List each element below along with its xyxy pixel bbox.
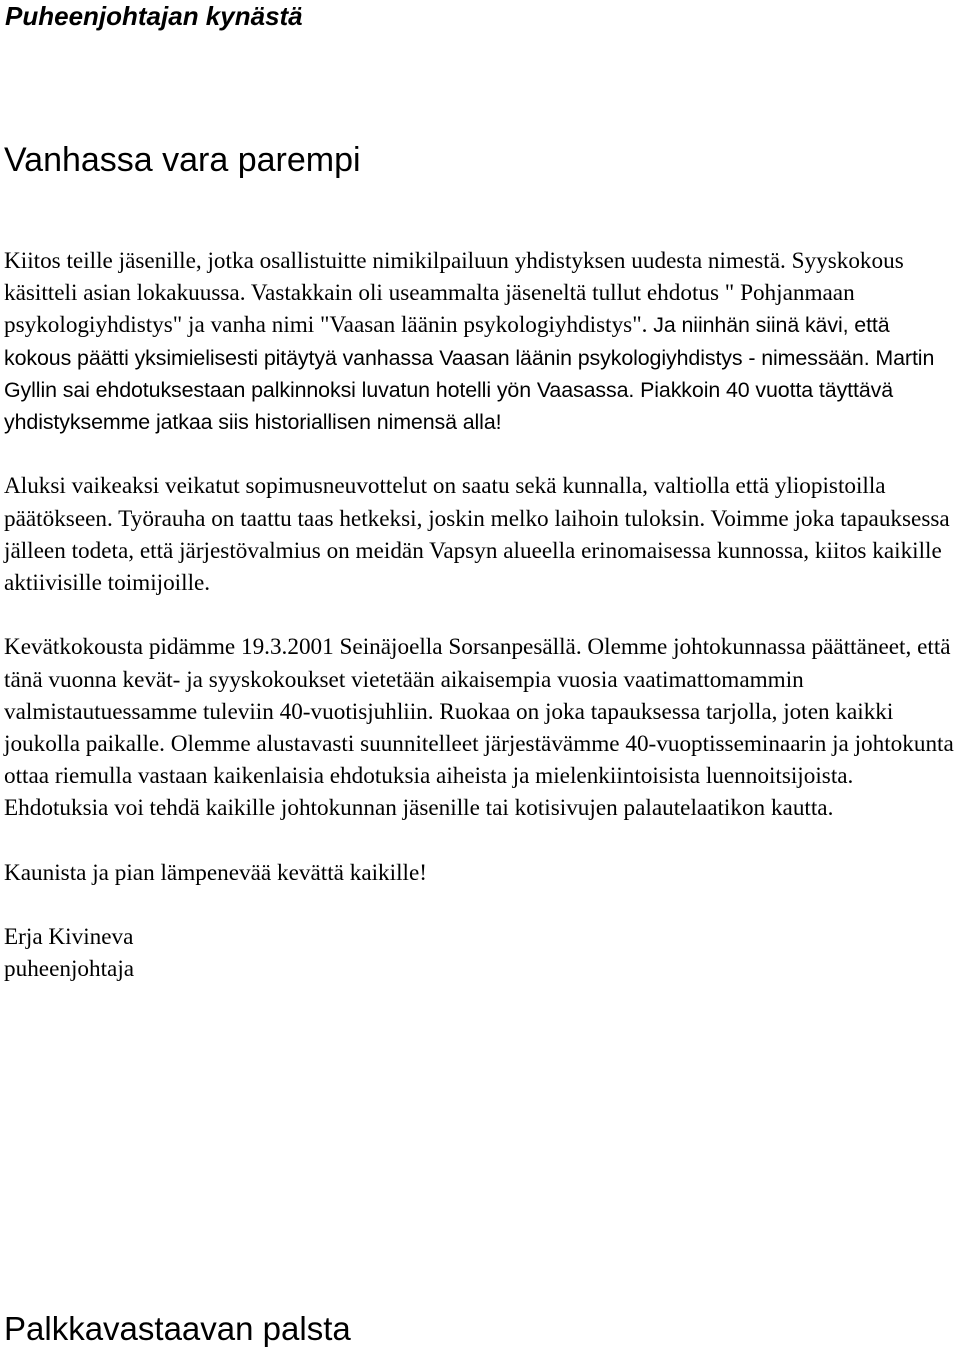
signature-name: Erja Kivineva <box>4 924 134 951</box>
paragraph-greeting: Kaunista ja pian lämpenevää kevättä kaikille! <box>4 859 427 886</box>
paragraph-name-contest-intro: Kiitos teille jäsenille, jotka osallistuitte nimikilpailuun yhdistyksen uudesta nimestä. Syyskokous käsitteli asian lokakuussa. Vastakkain oli useammalta jäseneltä tullut ehdotus " Pohjanmaan psykologiyhdistys" ja vanha nimi "Vaasan läänin psykologiyhdistys". <box>4 248 904 339</box>
signature-role: puheenjohtaja <box>4 956 135 983</box>
paragraph-negotiations: Aluksi vaikeaksi veikatut sopimusneuvottelut on saatu sekä kunnalla, valtiolla että yliopistoilla päätökseen. Työrauha on taattu taas hetkeksi, joskin melko laihoin tuloksin. Voimme joka tapauksessa jälleen todeta, että järjestövalmius on meidän Vapsyn alueella erinomaisessa kunnossa, kiitos kaikille aktiivisille toimijoille. <box>4 473 950 597</box>
paragraph-name-contest <box>4 245 958 438</box>
paragraph-spring-meeting: Kevätkokousta pidämme 19.3.2001 Seinäjoella Sorsanpesällä. Olemme johtokunnassa päättäneet, että tänä vuonna kevät- ja syyskokoukset vietetään aikaisempia vuosia vaatimattomammin valmistautuessamme tuleviin 40-vuotisjuhliin. Ruokaa on joka tapauksessa tarjolla, joten kaikki joukolla paikalle. Olemme alustavasti suunnitelleet järjestävämme 40-vuoptisseminaarin ja johtokunta ottaa riemulla vastaan kaikenlaisia ehdotuksia aiheista ja mielenkiintoisista luennoitsijoista. Ehdotuksia voi tehdä kaikille johtokunnan jäsenille tai kotisivujen palautelaatikon kautta. <box>4 634 954 822</box>
paragraph-name-contest-decision: Ja niinhän siinä kävi, että kokous päätti yksimielisesti pitäytyä vanhassa Vaasan läänin psykologiyhdistys - nimessään. Martin Gyllin sai ehdotuksestaan palkinnoksi luvatun hotelli yön Vaasassa. Piakkoin 40 vuotta täyttävä yhdistyksemme jatkaa siis historiallisen nimensä alla! <box>4 313 935 435</box>
signature <box>4 921 958 985</box>
article-body <box>4 245 958 986</box>
article-title: Vanhassa vara parempi <box>4 141 361 179</box>
next-section-title: Palkkavastaavan palsta <box>4 1310 351 1347</box>
column-title: Puheenjohtajan kynästä <box>5 1 303 31</box>
